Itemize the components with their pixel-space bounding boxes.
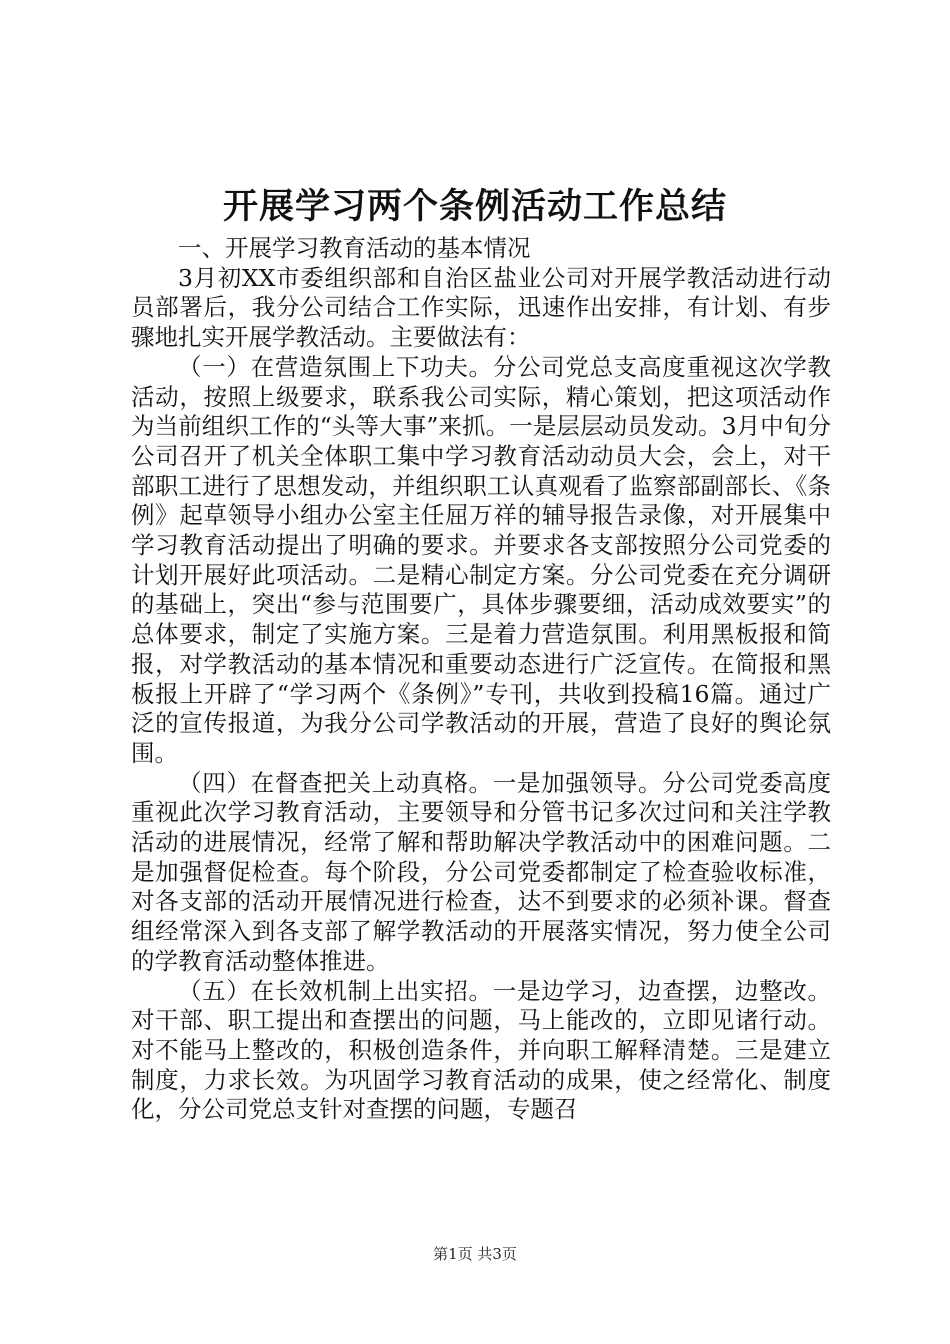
document-title: 开展学习两个条例活动工作总结 [222, 186, 727, 227]
paragraph-section-4: （四）在督查把关上动真格。一是加强领导。分公司党委高度重视此次学习教育活动，主要领导和分管书记多次过问和关注学教活动的进展情况，经常了解和帮助解决学教活动中的困难问题。二是加强督促检查。每个阶段，分公司党委都制定了检查验收标准，对各支部的活动开展情况进行检查，达不到要求的必须补课。督查组经常深入到各支部了解学教活动的开展落实情况，努力使全公司的学教育活动整体推进。 [131, 768, 831, 975]
section-heading: 一、开展学习教育活动的基本情况 [178, 234, 531, 262]
document-body [131, 234, 831, 1125]
paragraph-section-5: （五）在长效机制上出实招。一是边学习，边查摆，边整改。对干部、职工提出和查摆出的问题，马上能改的，立即见诸行动。对不能马上整改的，积极创造条件，并向职工解释清楚。三是建立制度，力求长效。为巩固学习教育活动的成果，使之经常化、制度化，分公司党总支针对查摆的问题，专题召 [131, 976, 831, 1124]
paragraph-section-1: （一）在营造氛围上下功夫。分公司党总支高度重视这次学教活动，按照上级要求，联系我公司实际，精心策划，把这项活动作为当前组织工作的“头等大事”来抓。一是层层动员发动。3月中旬分公司召开了机关全体职工集中学习教育活动动员大会，会上，对干部职工进行了思想发动，并组织职工认真观看了监察部副部长、《条例》起草领导小组办公室主任屈万祥的辅导报告录像，对开展集中学习教育活动提出了明确的要求。并要求各支部按照分公司党委的计划开展好此项活动。二是精心制定方案。分公司党委在充分调研的基础上，突出“参与范围要广，具体步骤要细，活动成效要实”的总体要求，制定了实施方案。三是着力营造氛围。利用黑板报和简报，对学教活动的基本情况和重要动态进行广泛宣传。在简报和黑板报上开辟了“学习两个《条例》”专刊，共收到投稿16篇。通过广泛的宣传报道，为我分公司学教活动的开展，营造了良好的舆论氛围。 [131, 352, 831, 767]
paragraph-intro: 3月初XX市委组织部和自治区盐业公司对开展学教活动进行动员部署后，我分公司结合工作实际，迅速作出安排，有计划、有步骤地扎实开展学教活动。主要做法有： [131, 263, 831, 352]
page-number-footer: 第1页 共3页 [433, 1245, 517, 1263]
